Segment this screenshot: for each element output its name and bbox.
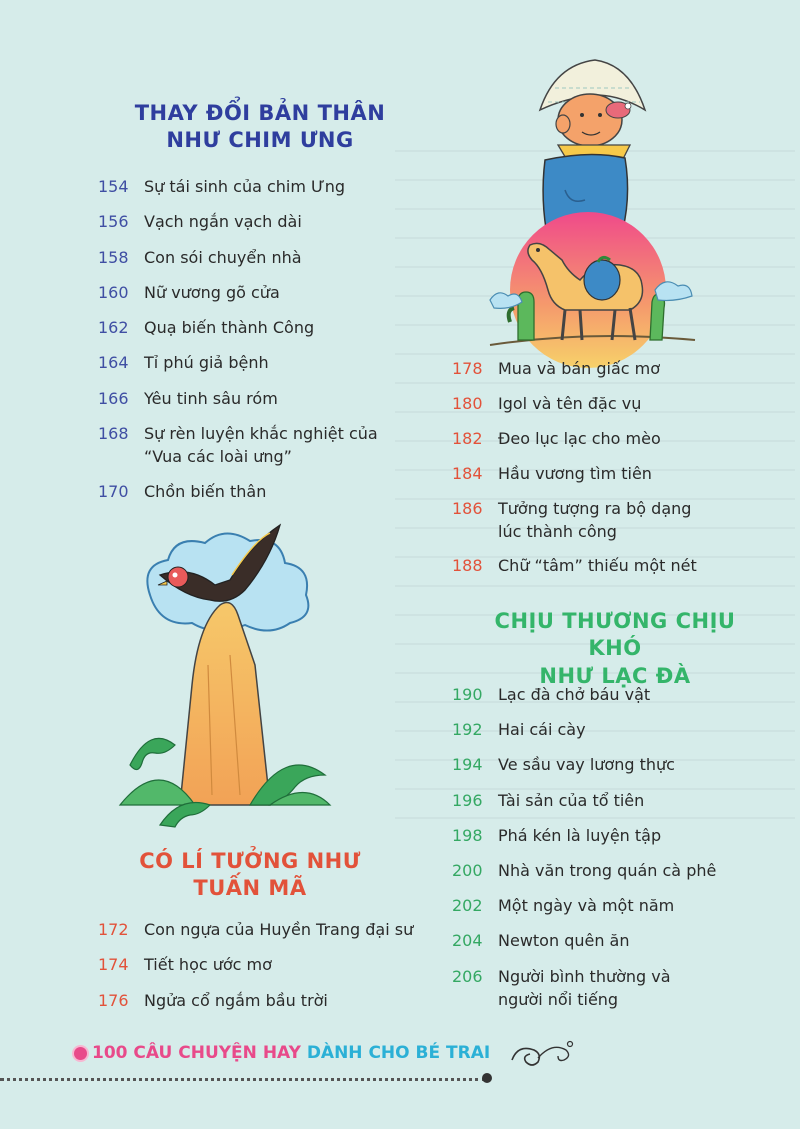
toc-item[interactable] (452, 965, 772, 1011)
section-title-line: NHƯ CHIM ƯNG (166, 128, 354, 153)
story-title: Con ngựa của Huyền Trang đại sư (144, 920, 414, 939)
page-number: 202 (452, 896, 483, 916)
page-number: 204 (452, 931, 483, 951)
page-number: 196 (452, 790, 483, 810)
story-title: Tài sản của tổ tiên (498, 790, 645, 810)
section-title-camel (470, 608, 760, 690)
story-title: Đeo lục lạc cho mèo (498, 428, 661, 448)
story-title: Ngửa cổ ngắm bầu trời (144, 990, 328, 1010)
page-number: 168 (98, 424, 129, 444)
story-title: Sự rèn luyện khắc nghiệt của (144, 424, 378, 444)
section-title-line: CÓ LÍ TƯỞNG NHƯ (139, 849, 361, 873)
page-number: 182 (452, 428, 483, 448)
page-number: 176 (98, 990, 129, 1010)
section-title-line: CHỊU THƯƠNG CHỊU KHÓ (494, 609, 736, 661)
toc-item[interactable] (98, 422, 398, 468)
footer-title-part2: DÀNH CHO BÉ TRAI (306, 1043, 491, 1063)
page-number: 190 (452, 685, 483, 704)
toc-item[interactable] (452, 497, 752, 543)
section-title-horse (125, 848, 375, 903)
story-title: Ve sầu vay lương thực (498, 755, 675, 775)
story-title-continued: người nổi tiếng (498, 989, 619, 1009)
toc-item[interactable] (452, 824, 772, 847)
toc-item[interactable] (98, 281, 398, 304)
footer-dotted-rule (0, 1078, 486, 1081)
page-number: 162 (98, 318, 129, 338)
footer-rule-end-dot (482, 1073, 492, 1083)
toc-item[interactable] (98, 175, 398, 198)
page-number: 164 (98, 353, 129, 373)
toc-item[interactable] (98, 387, 398, 410)
toc-list-eagle (98, 175, 398, 516)
page-number: 178 (452, 359, 483, 378)
story-title: Một ngày và một năm (498, 896, 675, 916)
story-title: Chồn biến thân (144, 482, 267, 502)
story-title: Igol và tên đặc vụ (498, 393, 642, 413)
toc-item[interactable] (98, 316, 398, 339)
toc-item[interactable] (452, 894, 772, 917)
toc-item[interactable] (452, 427, 752, 450)
page-number: 186 (452, 498, 483, 518)
story-title: Con sói chuyển nhà (144, 247, 302, 267)
story-title: Tiết học ước mơ (144, 955, 272, 975)
story-title: Newton quên ăn (498, 931, 630, 951)
story-title: Nhà văn trong quán cà phê (498, 860, 717, 880)
page-number: 170 (98, 482, 129, 502)
story-title: Yêu tinh sâu róm (144, 388, 278, 408)
section-title-line: NHƯ LẠC ĐÀ (539, 663, 691, 688)
toc-item[interactable] (98, 210, 398, 233)
toc-list-continued (452, 357, 752, 589)
page-number: 198 (452, 825, 483, 845)
story-title: Chữ “tâm” thiếu một nét (498, 556, 697, 576)
story-title: Tỉ phú giả bệnh (144, 353, 269, 373)
eagle-on-rock-illustration (120, 505, 330, 835)
page-number: 188 (452, 556, 483, 576)
toc-list-horse (98, 918, 428, 1024)
story-title-continued: “Vua các loài ưng” (144, 447, 292, 467)
footer-bullet-icon (74, 1047, 87, 1060)
story-title: Phá kén là luyện tập (498, 825, 662, 845)
toc-list-camel (452, 683, 772, 1023)
page-number: 172 (98, 920, 129, 939)
page-number: 156 (98, 212, 129, 232)
section-title-line: THAY ĐỔI BẢN THÂN (134, 101, 386, 125)
page-number: 154 (98, 177, 129, 196)
man-with-camel-illustration (470, 40, 700, 360)
page-number: 200 (452, 860, 483, 880)
toc-item[interactable] (452, 753, 772, 776)
page-number: 184 (452, 463, 483, 483)
story-title: Sự tái sinh của chim Ưng (144, 177, 346, 196)
story-title: Nữ vương gõ cửa (144, 282, 280, 302)
toc-item[interactable] (98, 989, 428, 1012)
toc-item[interactable] (452, 392, 752, 415)
story-title: Mua và bán giấc mơ (498, 359, 661, 378)
toc-item[interactable] (452, 683, 772, 706)
toc-item[interactable] (98, 246, 398, 269)
toc-item[interactable] (452, 357, 752, 380)
toc-item[interactable] (98, 918, 428, 941)
page-number: 160 (98, 282, 129, 302)
toc-item[interactable] (452, 718, 772, 741)
toc-item[interactable] (98, 351, 398, 374)
page-number: 166 (98, 388, 129, 408)
story-title: Người bình thường và (498, 966, 671, 986)
story-title: Tưởng tượng ra bộ dạng (498, 498, 692, 518)
section-title-line: TUẤN MÃ (193, 876, 307, 901)
page-number: 206 (452, 966, 483, 986)
toc-item[interactable] (452, 929, 772, 952)
page-number: 158 (98, 247, 129, 267)
toc-item[interactable] (98, 953, 428, 976)
page-number: 192 (452, 720, 483, 740)
story-title: Hai cái cày (498, 720, 586, 740)
page-number: 194 (452, 755, 483, 775)
page-number: 180 (452, 393, 483, 413)
footer-book-title (92, 1043, 490, 1063)
footer-title-part1: 100 CÂU CHUYỆN HAY (92, 1043, 301, 1063)
section-title-eagle (110, 100, 410, 155)
toc-item[interactable] (98, 480, 398, 503)
toc-item[interactable] (452, 859, 772, 882)
toc-item[interactable] (452, 462, 752, 485)
story-title-continued: lúc thành công (498, 521, 617, 541)
toc-item[interactable] (452, 554, 752, 577)
swirl-ornament-icon (508, 1036, 578, 1070)
toc-item[interactable] (452, 789, 772, 812)
page-number: 174 (98, 955, 129, 975)
story-title: Lạc đà chở báu vật (498, 685, 651, 704)
story-title: Hầu vương tìm tiên (498, 463, 652, 483)
story-title: Quạ biến thành Công (144, 318, 315, 338)
story-title: Vạch ngắn vạch dài (144, 212, 302, 232)
